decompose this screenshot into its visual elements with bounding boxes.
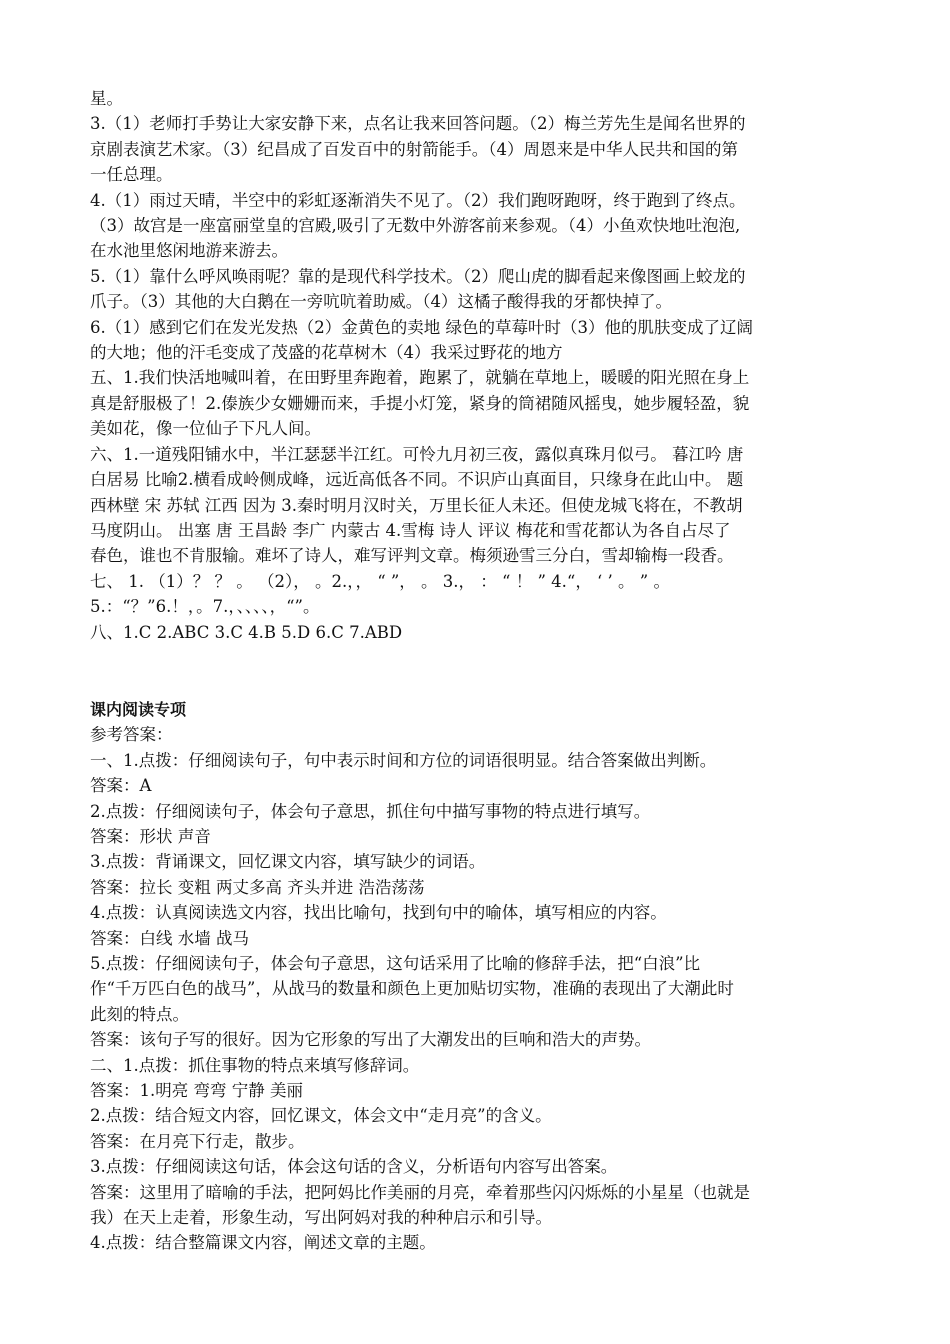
text-line: 3.（1）老师打手势让大家安静下来，点名让我来回答问题。（2）梅兰芳先生是闻名世界的 [90, 114, 746, 134]
text-line: 美如花，像一位仙子下凡人间。 [90, 419, 321, 439]
text-line: 一任总理。 [90, 165, 173, 185]
text-line: 此刻的特点。 [90, 1004, 189, 1024]
text-line: 5.：“？”6.！，。7.，、、、、，“”。 [90, 597, 320, 617]
text-line: 京剧表演艺术家。（3）纪昌成了百发百中的射箭能手。（4）周恩来是中华人民共和国的第 [90, 139, 738, 159]
text-line: 白居易 比喻2.横看成岭侧成峰，远近高低各不同。不识庐山真面目，只缘身在此山中。 题 [90, 470, 744, 490]
text-line: 春色，谁也不肯服输。难坏了诗人，难写评判文章。梅须逊雪三分白，雪却输梅一段香。 [90, 546, 734, 566]
reading-section [90, 697, 870, 1256]
text-line: 八、1.C 2.ABC 3.C 4.B 5.D 6.C 7.ABD [90, 622, 403, 642]
text-line: 2.点拨：仔细阅读句子，体会句子意思，抓住句中描写事物的特点进行填写。 [90, 801, 651, 821]
text-line: 一、1.点拨：仔细阅读句子，句中表示时间和方位的词语很明显。结合答案做出判断。 [90, 750, 717, 770]
text-line: 3.点拨：背诵课文，回忆课文内容，填写缺少的词语。 [90, 852, 486, 872]
text-line: 爪子。（3）其他的大白鹅在一旁吭吭着助威。（4）这橘子酸得我的牙都快掉了。 [90, 292, 672, 312]
text-line: 3.点拨：仔细阅读这句话，体会这句话的含义，分析语句内容写出答案。 [90, 1157, 618, 1177]
text-line: 参考答案： [90, 725, 173, 745]
text-line: 答案：形状 声音 [90, 826, 211, 846]
text-line: 4.点拨：结合整篇课文内容，阐述文章的主题。 [90, 1233, 436, 1253]
text-line: 星。 [90, 89, 123, 108]
section-spacer [90, 645, 870, 697]
text-line: 4.（1）雨过天晴，半空中的彩虹逐渐消失不见了。（2）我们跑呀跑呀，终于跑到了终点。 [90, 190, 746, 210]
text-line: 作“千万匹白色的战马”，从战马的数量和颜色上更加贴切实物，准确的表现出了大潮此时 [90, 979, 734, 999]
text-line: 答案：拉长 变粗 两丈多高 齐头并进 浩浩荡荡 [90, 877, 425, 897]
text-line: 5.点拨：仔细阅读句子，体会句子意思，这句话采用了比喻的修辞手法，把“白浪”比 [90, 954, 701, 973]
text-line: 答案：1.明亮 弯弯 宁静 美丽 [90, 1081, 303, 1101]
text-line: 我）在天上走着，形象生动，写出阿妈对我的种种启示和引导。 [90, 1208, 552, 1228]
text-line: 答案：在月亮下行走，散步。 [90, 1131, 305, 1151]
text-line: 真是舒服极了！2.傣族少女姗姗而来，手提小灯笼，紧身的筒裙随风摇曳，她步履轻盈，貌 [90, 393, 750, 413]
text-line: 答案：该句子写的很好。因为它形象的写出了大潮发出的巨响和浩大的声势。 [90, 1030, 651, 1050]
text-line: 的大地；他的汗毛变成了茂盛的花草树木（4）我采过野花的地方 [90, 343, 563, 363]
text-line: （3）故宫是一座富丽堂皇的宫殿,吸引了无数中外游客前来参观。（4）小鱼欢快地吐泡泡, [90, 216, 741, 236]
text-line: 6.（1）感到它们在发光发热（2）金黄色的卖地 绿色的草莓叶时（3）他的肌肤变成了辽阔 [90, 317, 753, 337]
text-line: 七、 1. （1）？ ？ 。 （2）， 。2.，， “ ”， 。 3.， ： “ ！ ” 4.“， ‘ ’ 。 ” 。 [90, 571, 670, 591]
text-line: 西林壁 宋 苏轼 江西 因为 3.秦时明月汉时关，万里长征人未还。但使龙城飞将在，不教胡 [90, 495, 743, 515]
text-line: 4.点拨：认真阅读选文内容，找出比喻句，找到句中的喻体，填写相应的内容。 [90, 903, 667, 923]
section-heading: 课内阅读专项 [90, 699, 187, 719]
text-line: 2.点拨：结合短文内容，回忆课文，体会文中“走月亮”的含义。 [90, 1106, 552, 1126]
text-line: 5.（1）靠什么呼风唤雨呢？靠的是现代科学技术。（2）爬山虎的脚看起来像图画上蛟龙的 [90, 266, 746, 286]
text-line: 马度阴山。 出塞 唐 王昌龄 李广 内蒙古 4.雪梅 诗人 评议 梅花和雪花都认为各自占尽了 [90, 520, 731, 540]
text-line: 六、1.一道残阳铺水中，半江瑟瑟半江红。可怜九月初三夜，露似真珠月似弓。 暮江吟 唐 [90, 444, 744, 464]
answer-section-continued [90, 86, 870, 645]
text-line: 答案：这里用了暗喻的手法，把阿妈比作美丽的月亮，牵着那些闪闪烁烁的小星星（也就是 [90, 1182, 750, 1202]
text-line: 五、1.我们快活地喊叫着，在田野里奔跑着，跑累了，就躺在草地上，暖暖的阳光照在身上 [90, 368, 750, 388]
text-line: 答案：A [90, 776, 152, 796]
text-line: 在水池里悠闲地游来游去。 [90, 241, 288, 261]
document-page [90, 86, 870, 1256]
text-line: 二、1.点拨：抓住事物的特点来填写修辞词。 [90, 1055, 420, 1075]
text-line: 答案：白线 水墙 战马 [90, 928, 249, 948]
